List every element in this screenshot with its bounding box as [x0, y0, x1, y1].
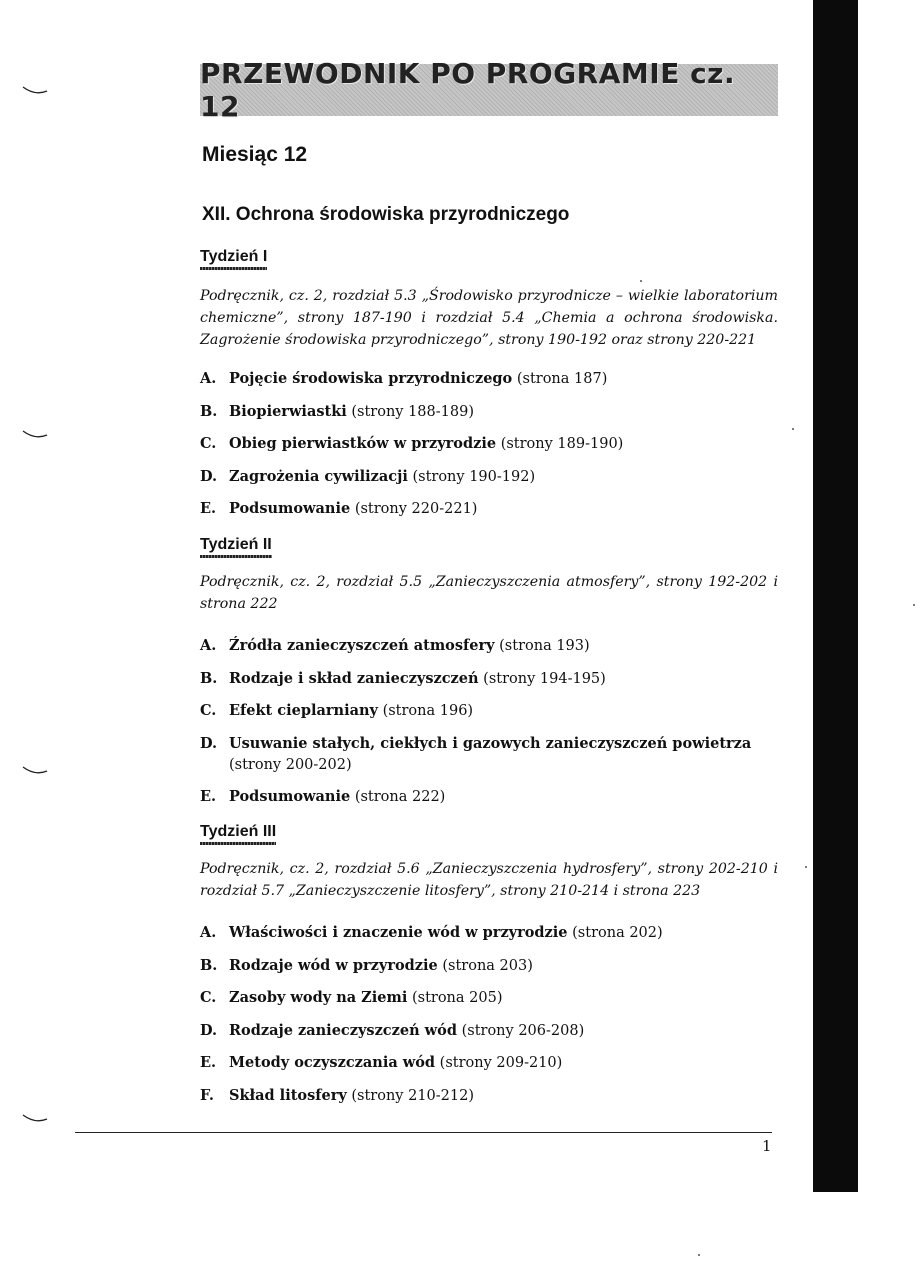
topic-list — [200, 922, 778, 1117]
item-pages: (strony 188-189) — [351, 403, 474, 420]
item-topic: Obieg pierwiastków w przyrodzie — [229, 435, 497, 452]
item-topic: Biopierwiastki — [229, 402, 347, 420]
item-topic: Źródła zanieczyszczeń atmosfery — [229, 637, 495, 654]
month-title: Miesiąc 12 — [202, 143, 308, 166]
week-heading — [200, 823, 276, 845]
page-number: 1 — [762, 1137, 772, 1155]
list-item — [200, 1020, 778, 1042]
list-item — [200, 635, 778, 657]
textbook-reference: Podręcznik, cz. 2, rozdział 5.3 „Środowisko przyrodnicze – wielkie laboratorium chemiczne”, strony 187-190 i rozdział 5.4 „Chemia a ochrona środowiska. Zagrożenie środowiska przyrodniczego”, strony 190-192 oraz strony 220-221 — [200, 288, 778, 348]
punch-mark-icon — [22, 766, 48, 776]
list-item — [200, 955, 778, 977]
week-title: Tydzień II — [200, 536, 272, 553]
list-item — [200, 733, 778, 776]
list-item — [200, 786, 778, 808]
item-letter: E. — [200, 500, 217, 517]
week-title: Tydzień I — [200, 248, 268, 265]
list-item — [200, 987, 778, 1009]
item-letter: C. — [200, 702, 217, 719]
scan-speck — [792, 428, 794, 430]
item-pages: (strona 203) — [442, 957, 533, 974]
item-letter: D. — [200, 1021, 218, 1039]
textbook-reference: Podręcznik, cz. 2, rozdział 5.6 „Zanieczyszczenia hydrosfery”, strony 202-210 i rozdział 5.7 „Zanieczyszczenie litosfery”, strony 210-214 i strona 223 — [200, 861, 778, 899]
footer-rule — [75, 1132, 772, 1133]
item-topic: Usuwanie stałych, ciekłych i gazowych zanieczyszczeń powietrza — [229, 734, 752, 752]
list-item — [200, 368, 778, 390]
chapter-title: XII. Ochrona środowiska przyrodniczego — [202, 204, 570, 225]
item-letter: A. — [200, 924, 217, 941]
item-topic: Zagrożenia cywilizacji — [229, 467, 408, 485]
list-item — [200, 668, 778, 690]
scan-speck — [640, 280, 642, 282]
header-banner — [200, 57, 778, 123]
item-topic: Rodzaje wód w przyrodzie — [229, 956, 438, 974]
item-topic: Właściwości i znaczenie wód w przyrodzie — [229, 924, 568, 941]
item-letter: F. — [200, 1086, 214, 1104]
item-pages: (strony 194-195) — [483, 670, 606, 687]
item-pages: (strony 220-221) — [354, 501, 478, 517]
topic-list — [200, 635, 778, 819]
item-pages: (strony 200-202) — [229, 756, 352, 773]
item-topic: Podsumowanie — [229, 500, 351, 517]
item-topic: Podsumowanie — [229, 788, 351, 805]
topic-list — [200, 368, 778, 531]
list-item — [200, 498, 778, 520]
item-letter: B. — [200, 669, 218, 687]
item-pages: (strona 222) — [354, 789, 446, 805]
item-topic: Metody oczyszczania wód — [229, 1054, 436, 1071]
list-item — [200, 922, 778, 944]
list-item — [200, 466, 778, 488]
list-item — [200, 401, 778, 423]
item-topic: Efekt cieplarniany — [229, 702, 378, 719]
week-underline — [200, 267, 267, 270]
item-letter: D. — [200, 734, 218, 752]
week-heading — [200, 536, 272, 558]
item-topic: Rodzaje zanieczyszczeń wód — [229, 1021, 457, 1039]
punch-mark-icon — [22, 1114, 48, 1124]
scan-speck — [913, 604, 915, 606]
item-pages: (strony 210-212) — [351, 1087, 475, 1104]
item-topic: Rodzaje i skład zanieczyszczeń — [229, 669, 479, 687]
week-title: Tydzień III — [200, 823, 277, 840]
week-underline — [200, 555, 272, 558]
item-letter: D. — [200, 467, 218, 485]
item-letter: C. — [200, 435, 217, 452]
item-letter: B. — [200, 402, 218, 420]
punch-mark-icon — [22, 86, 48, 96]
scan-edge-bar — [813, 0, 858, 1192]
item-pages: (strony 190-192) — [412, 468, 536, 485]
item-letter: A. — [200, 637, 217, 654]
item-pages: (strona 193) — [499, 638, 590, 654]
list-item — [200, 700, 778, 722]
item-topic: Skład litosfery — [229, 1086, 347, 1104]
item-letter: C. — [200, 989, 217, 1006]
week-heading — [200, 248, 267, 270]
list-item — [200, 433, 778, 455]
item-pages: (strony 209-210) — [439, 1055, 563, 1071]
item-pages: (strona 205) — [411, 990, 503, 1006]
banner-title: PRZEWODNIK PO PROGRAMIE cz. 12 — [200, 57, 736, 123]
item-pages: (strona 187) — [516, 371, 608, 387]
scan-speck — [698, 1254, 700, 1256]
item-topic: Pojęcie środowiska przyrodniczego — [229, 370, 513, 387]
item-pages: (strony 206-208) — [461, 1022, 585, 1039]
item-letter: E. — [200, 1054, 217, 1071]
scan-speck — [805, 866, 807, 868]
item-letter: B. — [200, 956, 218, 974]
item-pages: (strona 196) — [382, 703, 474, 719]
textbook-reference: Podręcznik, cz. 2, rozdział 5.5 „Zanieczyszczenia atmosfery”, strony 192-202 i strona 222 — [200, 574, 778, 612]
list-item — [200, 1052, 778, 1074]
item-letter: E. — [200, 788, 217, 805]
item-letter: A. — [200, 370, 217, 387]
punch-mark-icon — [22, 430, 48, 440]
list-item — [200, 1085, 778, 1107]
item-pages: (strony 189-190) — [500, 436, 624, 452]
week-underline — [200, 842, 276, 845]
item-topic: Zasoby wody na Ziemi — [229, 989, 408, 1006]
item-pages: (strona 202) — [572, 925, 663, 941]
